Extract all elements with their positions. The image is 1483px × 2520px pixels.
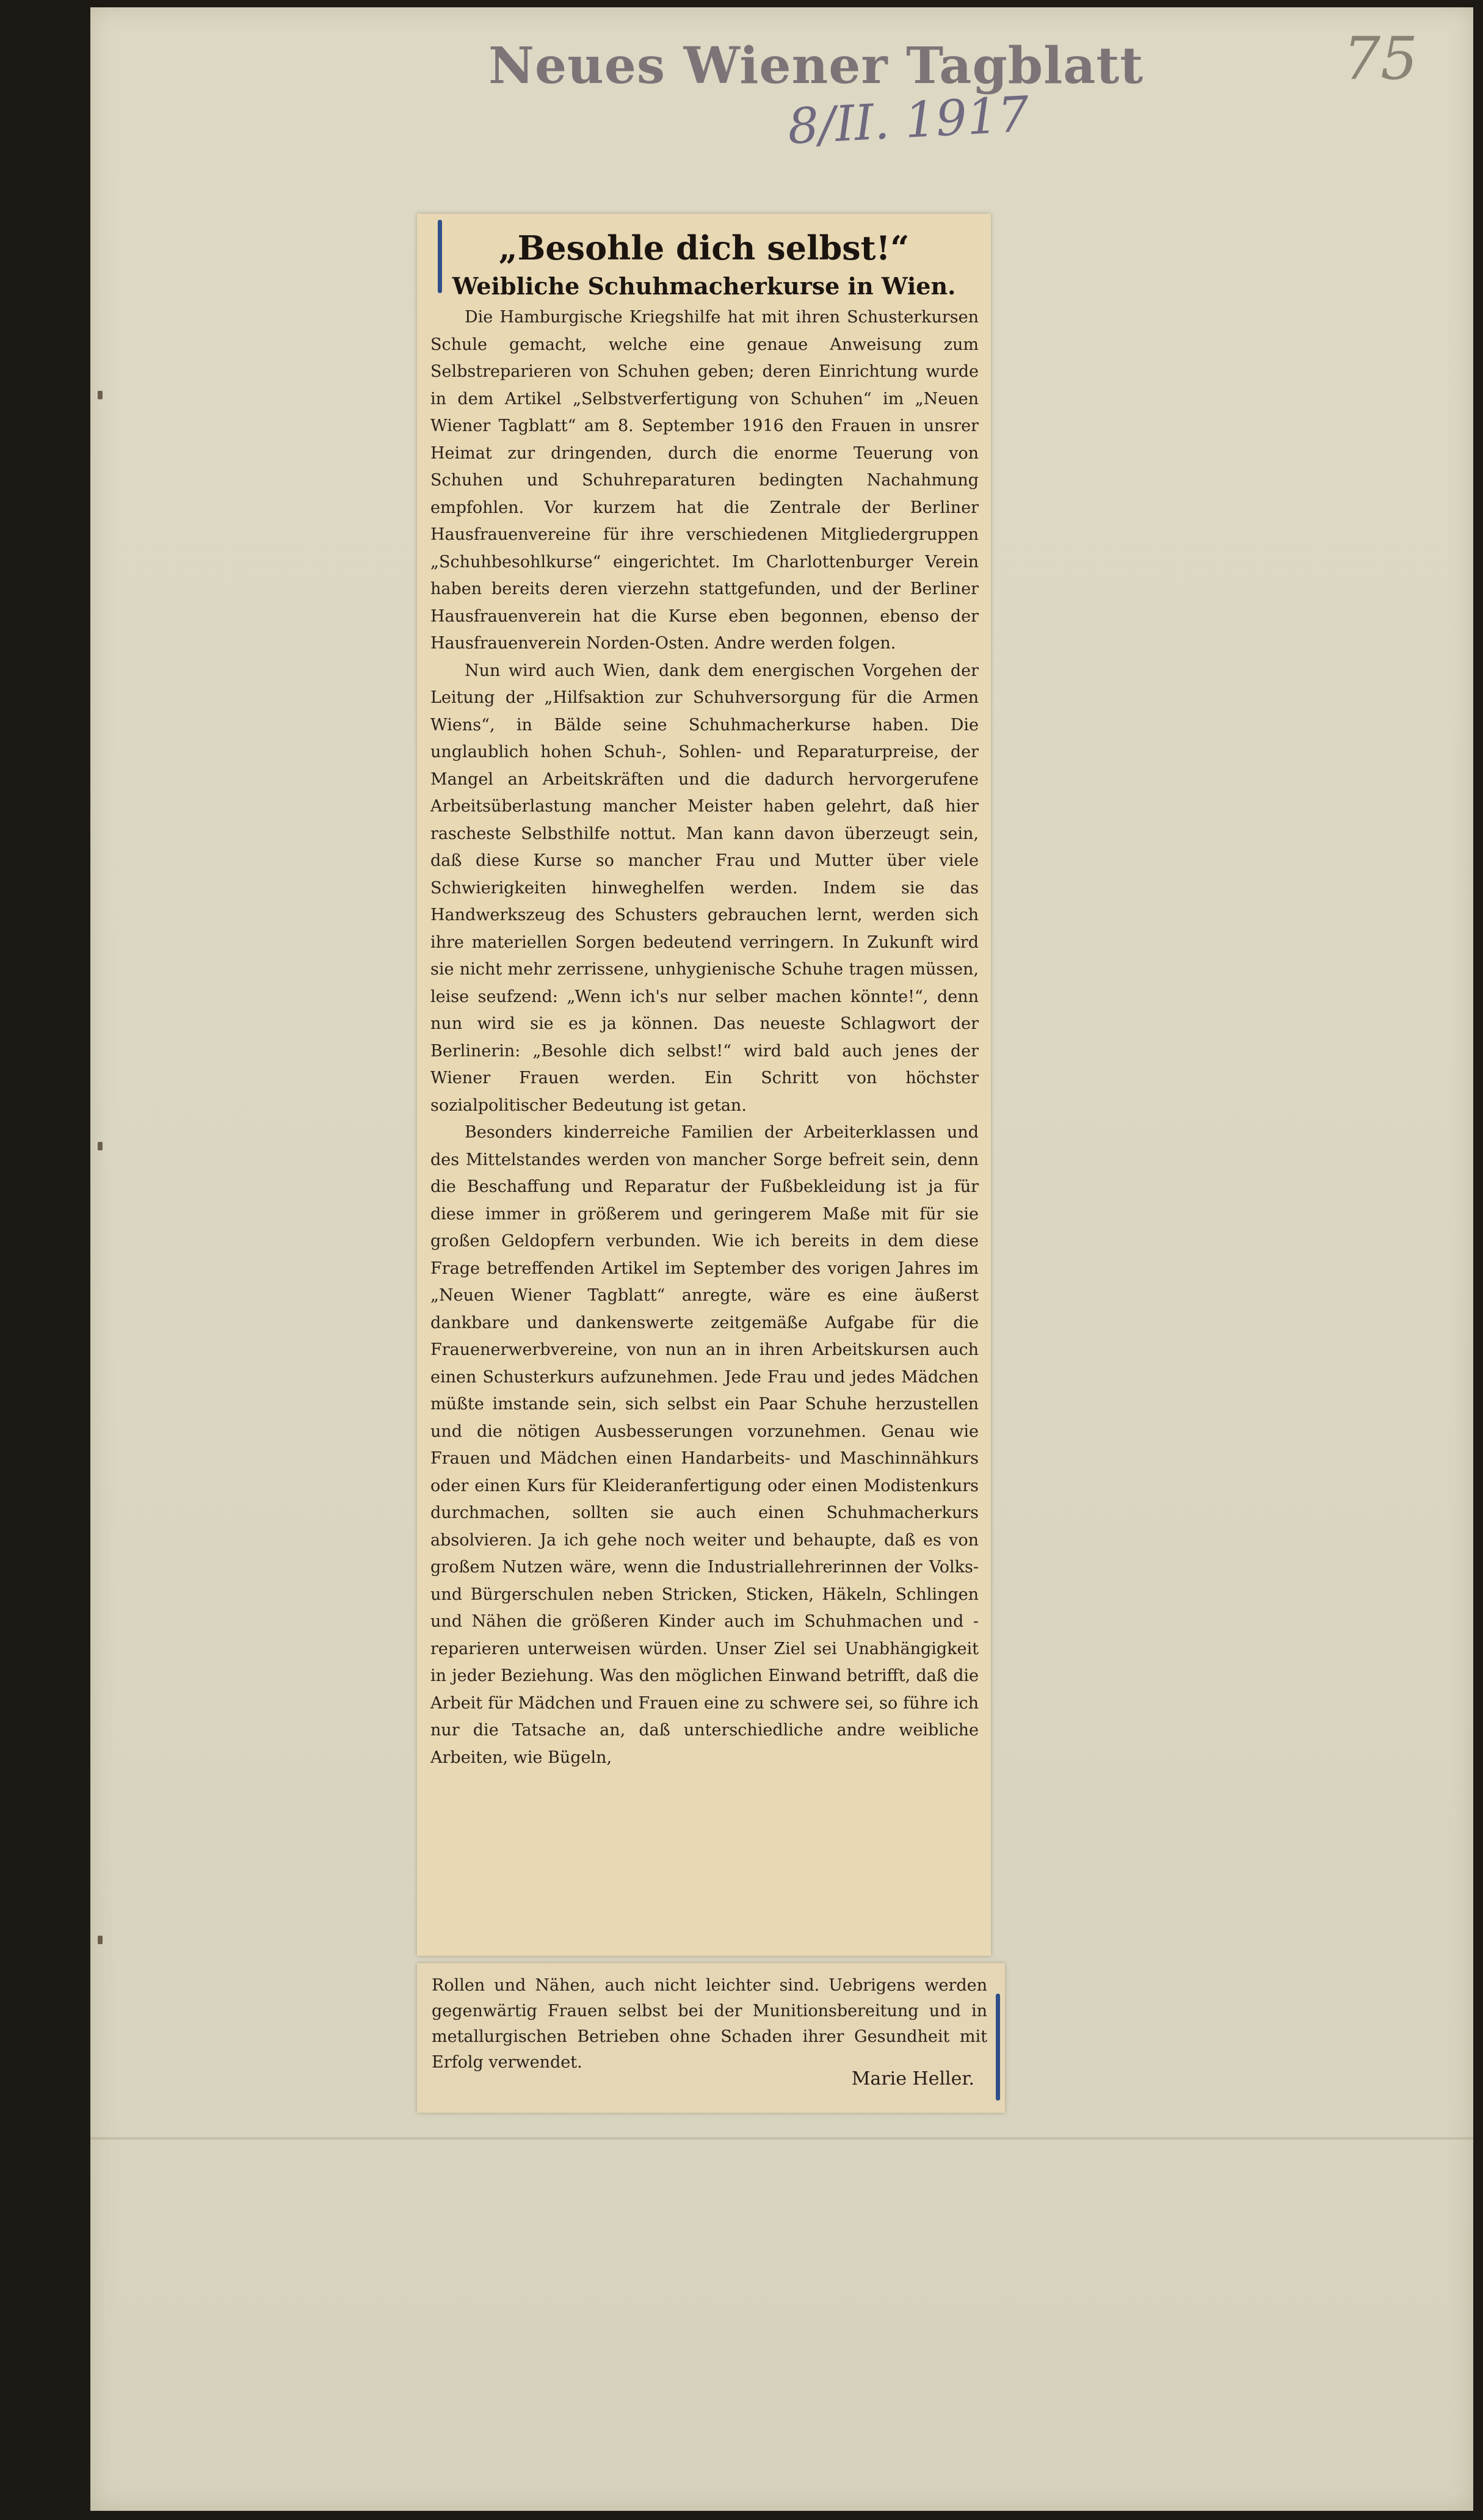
article-body [430, 304, 979, 1771]
handwritten-date: 8/II. 1917 [786, 85, 1031, 155]
article-paragraph: Besonders kinderreiche Familien der Arbeiterklassen und des Mittelstandes werden von mancher Sorge befreit sein, denn die Beschaffung und Reparatur der Fußbekleidung ist ja für diese immer in größerem und geringerem Maße mit für sie großen Geldopfern verbunden. Wie ich bereits in dem diese Frage betreffenden Artikel im September des vorigen Jahres im „Neuen Wiener Tagblatt“ anregte, wäre es eine äußerst dankbare und dankenswerte zeitgemäße Aufgabe für die Frauenerwerbvereine, von nun an in ihren Arbeitskursen auch einen Schusterkurs aufzunehmen. Jede Frau und jedes Mädchen müßte imstande sein, sich selbst ein Paar Schuhe herzustellen und die nötigen Ausbesserungen vorzunehmen. Genau wie Frauen und Mädchen einen Handarbeits- und Maschinnähkurs oder einen Kurs für Kleideranfertigung oder einen Modistenkurs durchmachen, sollten sie auch einen Schuhmacherkurs absolvieren. Ja ich gehe noch weiter und behaupte, daß es von großem Nutzen wäre, wenn die Industriallehrerinnen der Volks- und Bürgerschulen neben Stricken, Sticken, Häkeln, Schlingen und Nähen die größeren Kinder auch im Schuhmachen und -reparieren unterweisen würden. Unser Ziel sei Unabhängigkeit in jeder Beziehung. Was den möglichen Einwand betrifft, daß die Arbeit für Mädchen und Frauen eine zu schwere sei, so führe ich nur die Tatsache an, daß unterschiedliche andre weibliche Arbeiten, wie Bügeln, [430, 1123, 979, 1767]
article-headline: „Besohle dich selbst!“ [498, 228, 910, 267]
newspaper-name-stamp: Neues Wiener Tagblatt [488, 37, 1144, 95]
sheet-fold-line [90, 2137, 1473, 2140]
article-paragraph: Nun wird auch Wien, dank dem energischen Vorgehen der Leitung der „Hilfsaktion zur Schuhversorgung für die Armen Wiens“, in Bälde seine Schuhmacherkurse haben. Die unglaublich hohen Schuh-, Sohlen- und Reparaturpreise, der Mangel an Arbeitskräften und die dadurch hervorgerufene Arbeitsüberlastung mancher Meister haben gelehrt, daß hier rascheste Selbsthilfe nottut. Man kann davon überzeugt sein, daß diese Kurse so mancher Frau und Mutter über viele Schwierigkeiten hinweghelfen werden. Indem sie das Handwerkszeug des Schusters gebrauchen lernt, werden sich ihre materiellen Sorgen bedeutend verringern. In Zukunft wird sie nicht mehr zerrissene, unhygienische Schuhe tragen müssen, leise seufzend: „Wenn ich's nur selber machen könnte!“, denn nun wird sie es ja können. Das neueste Schlagwort der Berlinerin: „Besohle dich selbst!“ wird bald auch jenes der Wiener Frauen werden. Ein Schritt von höchster sozialpolitischer Bedeutung ist getan. [430, 661, 979, 1115]
binding-hole [98, 1142, 103, 1150]
binding-hole [98, 1936, 103, 1944]
article-subheadline: Weibliche Schuhmacherkurse in Wien. [452, 272, 956, 300]
newspaper-clipping [417, 214, 991, 1956]
blue-pencil-mark [996, 1994, 1000, 2101]
folio-number: 75 [1343, 24, 1418, 93]
article-continuation: Rollen und Nähen, auch nicht leichter sind. Uebrigens werden gegenwärtig Frauen selbst bei der Munitionsbereitung und in metallurgischen Betrieben ohne Schaden ihrer Gesundheit mit Erfolg verwendet. [432, 1976, 987, 2072]
article-author: Marie Heller. [851, 2068, 974, 2090]
newspaper-clipping-continuation [417, 1963, 1005, 2113]
article-paragraph: Die Hamburgische Kriegshilfe hat mit ihren Schusterkursen Schule gemacht, welche eine genaue Anweisung zum Selbstreparieren von Schuhen geben; deren Einrichtung wurde in dem Artikel „Selbstverfertigung von Schuhen“ im „Neuen Wiener Tagblatt“ am 8. September 1916 den Frauen in unsrer Heimat zur dringenden, durch die enorme Teuerung von Schuhen und Schuhreparaturen bedingten Nachahmung empfohlen. Vor kurzem hat die Zentrale der Berliner Hausfrauenvereine für ihre verschiedenen Mitgliedergruppen „Schuhbesohlkurse“ eingerichtet. Im Charlottenburger Verein haben bereits deren vierzehn stattgefunden, und der Berliner Hausfrauenverein hat die Kurse eben begonnen, ebenso der Hausfrauenverein Norden-Osten. Andre werden folgen. [430, 308, 979, 653]
binding-hole [98, 391, 103, 399]
